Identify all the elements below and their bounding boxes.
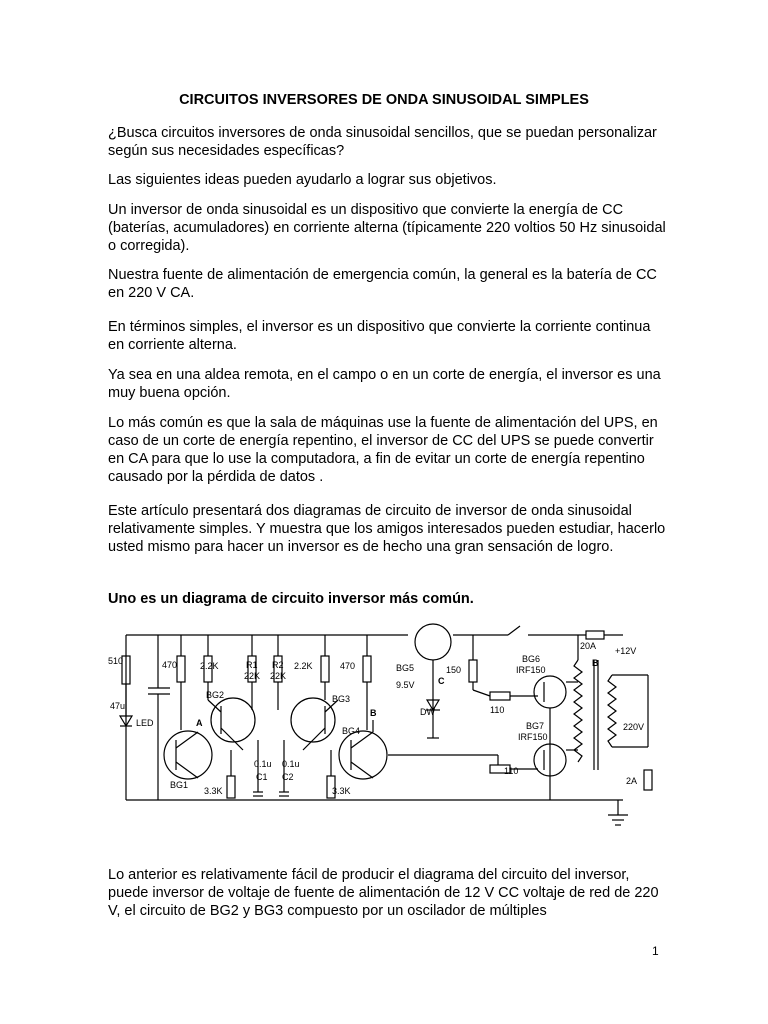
label-c2: C2 bbox=[282, 772, 294, 782]
label-dw: DW bbox=[420, 707, 435, 717]
label-9-5v: 9.5V bbox=[396, 680, 415, 690]
label-node-c: C bbox=[438, 676, 445, 686]
label-c1: C1 bbox=[256, 772, 268, 782]
label-led: LED bbox=[136, 718, 154, 728]
label-3k3b: 3.3K bbox=[332, 786, 351, 796]
label-r2-value: 22K bbox=[270, 671, 287, 681]
label-3k3a: 3.3K bbox=[204, 786, 223, 796]
paragraph-2: Las siguientes ideas pueden ayudarlo a lograr sus objetivos. bbox=[108, 172, 497, 188]
label-c2-value: 0.1u bbox=[282, 759, 300, 769]
paragraph-6: Ya sea en una aldea remota, en el campo o en un corte de energía, el inversor es una muy buena opción. bbox=[108, 367, 661, 401]
label-110b: 110 bbox=[504, 766, 519, 776]
paragraph-5: En términos simples, el inversor es un dispositivo que convierte la corriente continua en corriente alterna. bbox=[108, 319, 651, 353]
inverter-circuit-diagram bbox=[108, 620, 668, 840]
label-irf150b: IRF150 bbox=[518, 732, 548, 742]
label-110a: 110 bbox=[490, 705, 505, 715]
paragraph-4: Nuestra fuente de alimentación de emergencia común, la general es la batería de CC en 220 V CA. bbox=[108, 267, 657, 301]
paragraph-7: Lo más común es que la sala de máquinas use la fuente de alimentación del UPS, en caso de un corte de energía repentino, el inversor de CC del UPS se puede convertir en CA para que lo use la computadora, a fin de evitar un corte de energía repentino causado por la pérdida de datos . bbox=[108, 415, 658, 485]
label-bg2: BG2 bbox=[206, 690, 225, 700]
label-bg6: BG6 bbox=[522, 654, 541, 664]
paragraph-8: Este artículo presentará dos diagramas de circuito de inversor de onda sinusoidal relativamente simples. Y muestra que los amigos interesados pueden estudiar, hacerlo usted mismo para hacer un inversor es de hecho una gran sensación de logro. bbox=[108, 503, 666, 555]
page-number: 1 bbox=[652, 944, 659, 958]
label-bg7: BG7 bbox=[526, 721, 545, 731]
label-470a: 470 bbox=[162, 660, 178, 670]
label-bg1: BG1 bbox=[170, 780, 189, 790]
label-r1: R1 bbox=[246, 660, 258, 670]
paragraph-after-diagram: Lo anterior es relativamente fácil de producir el diagrama del circuito del inversor, puede inversor de voltaje de fuente de alimentación de 12 V CC voltaje de red de 220 V, el circuito de BG2 y BG3 compuesto por un oscilador de múltiples bbox=[108, 867, 659, 919]
label-transformer-b: B bbox=[592, 658, 599, 668]
label-470b: 470 bbox=[340, 661, 356, 671]
paragraph-1: ¿Busca circuitos inversores de onda sinusoidal sencillos, que se puedan personalizar según sus necesidades específicas? bbox=[108, 125, 657, 159]
label-2k2b: 2.2K bbox=[294, 661, 313, 671]
label-node-a: A bbox=[196, 718, 203, 728]
label-c1-value: 0.1u bbox=[254, 759, 272, 769]
label-2a: 2A bbox=[626, 776, 638, 786]
circuit-svg bbox=[108, 620, 668, 840]
document-title: CIRCUITOS INVERSORES DE ONDA SINUSOIDAL SIMPLES bbox=[179, 92, 589, 108]
label-2k2a: 2.2K bbox=[200, 661, 219, 671]
label-20a: 20A bbox=[580, 641, 597, 651]
label-12v: +12V bbox=[615, 646, 637, 656]
label-bg5: BG5 bbox=[396, 663, 415, 673]
label-bg3: BG3 bbox=[332, 694, 351, 704]
label-node-b: B bbox=[370, 708, 377, 718]
paragraph-3: Un inversor de onda sinusoidal es un dispositivo que convierte la energía de CC (baterías, acumuladores) en corriente alterna (típicamente 220 voltios 50 Hz sinusoidal o corregida). bbox=[108, 202, 666, 254]
label-220v: 220V bbox=[623, 722, 645, 732]
section-subheading: Uno es un diagrama de circuito inversor más común. bbox=[108, 591, 474, 607]
label-510: 510 bbox=[108, 656, 124, 666]
label-r2: R2 bbox=[272, 660, 284, 670]
label-r1-value: 22K bbox=[244, 671, 261, 681]
label-47u: 47u bbox=[110, 701, 126, 711]
label-irf150a: IRF150 bbox=[516, 665, 546, 675]
label-bg4: BG4 bbox=[342, 726, 361, 736]
label-150: 150 bbox=[446, 665, 462, 675]
